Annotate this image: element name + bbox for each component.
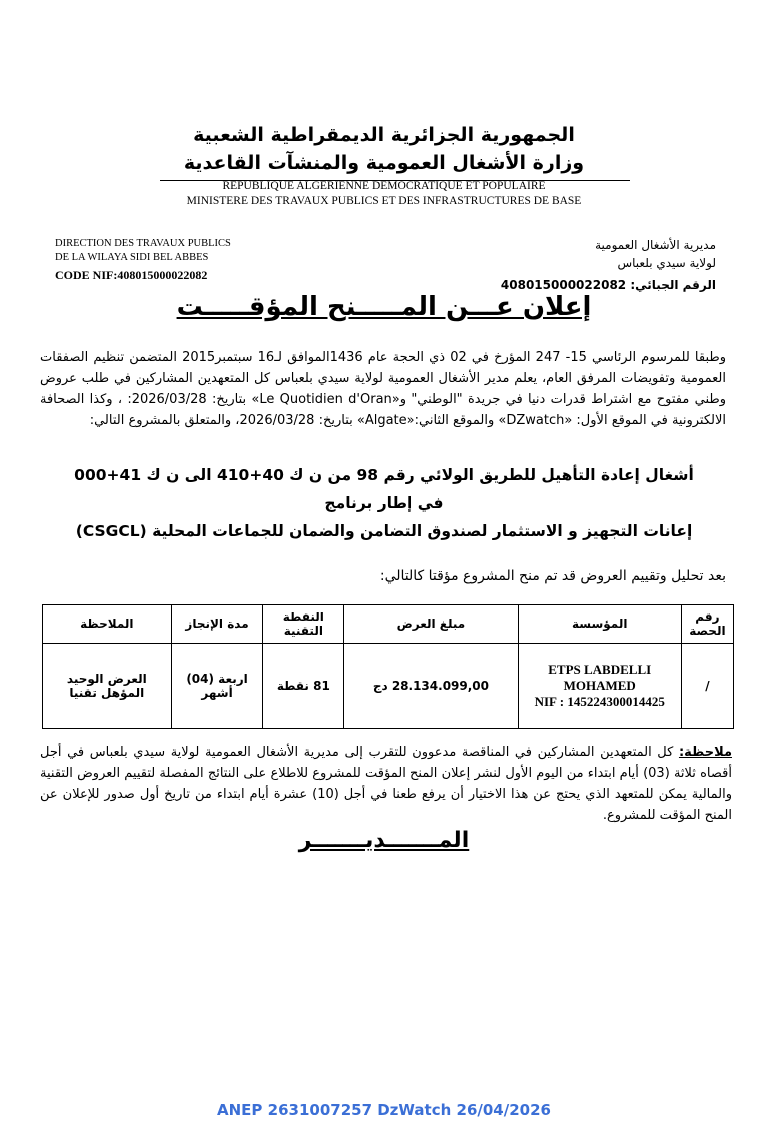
- table-header-row: [43, 605, 734, 644]
- right-line2: لولاية سيدي بلعباس: [617, 256, 716, 270]
- table-row: [43, 644, 734, 729]
- header-tech-score: النقطة التقنية: [263, 605, 344, 644]
- cell-duration: اربعة (04) أشهر: [171, 644, 263, 729]
- header-amount: مبلغ العرض: [344, 605, 518, 644]
- tax-number-label: الرقم الجبائي:: [630, 278, 716, 292]
- header-lot: رقم الحصة: [681, 605, 733, 644]
- note-paragraph: [40, 742, 732, 826]
- tax-number: [416, 278, 716, 292]
- announcement-title: [0, 292, 768, 322]
- cell-amount: 28.134.099,00 دج: [344, 644, 518, 729]
- left-line2: DE LA WILAYA SIDI BEL ABBES: [55, 252, 209, 263]
- body-paragraph: وطبقا للمرسوم الرئاسي 15- 247 المؤرخ في 02 ذي الحجة عام 1436الموافق لـ16 سبتمبر2015 المتضمن تنظيم الصفقات العمومية وتفويضات المرفق العام، يعلم مدير الأشغال العمومية لولاية سيدي بلعباس كل المتعهدين المشاركين في طلب عروض وطني مفتوح مع اشتراط قدرات دنيا في جريدة "الوطني" و«Le Quotidien d'Oran» بتاريخ: 2026/03/28: ، وكذا الصحافة الالكترونية في الموقع الأول: «DZwatch» والموقع الثاني:«Algate» بتاريخ: 2026/03/28، والمتعلق بالمشروع التالي:: [40, 350, 727, 428]
- left-line1: DIRECTION DES TRAVAUX PUBLICS: [55, 238, 231, 249]
- header-fr-line1: REPUBLIQUE ALGERIENNE DEMOCRATIQUE ET POPULAIRE: [222, 180, 546, 192]
- header-fr-line2: MINISTERE DES TRAVAUX PUBLICS ET DES INFRASTRUCTURES DE BASE: [186, 195, 582, 207]
- project-line3: إعانات التجهيز و الاستثمار لصندوق التضامن والضمان للجماعات المحلية (CSGCL): [75, 522, 693, 540]
- signature-text: المـــــــديـــــــر: [298, 828, 470, 853]
- project-line1: أشغال إعادة التأهيل للطريق الولائي رقم 98 من ن ك 40+410 الى ن ك 41+000: [74, 466, 694, 484]
- cell-tech-score: 81 نقطة: [263, 644, 344, 729]
- announcement-title-text: إعلان عـــن المـــــنح المؤقـــــت: [176, 292, 592, 322]
- header-duration: مدة الإنجاز: [171, 605, 263, 644]
- cell-company: [518, 644, 681, 729]
- header-company: المؤسسة: [518, 605, 681, 644]
- tax-number-value: 408015000022082: [500, 278, 627, 292]
- left-address-block: [55, 237, 231, 265]
- cell-remark: العرض الوحيد المؤهل تقنيا: [43, 644, 172, 729]
- header-ar-line2: وزارة الأشغال العمومية والمنشآت القاعدية: [183, 152, 585, 174]
- company-name-line1: ETPS LABDELLI: [548, 662, 652, 677]
- note-label: ملاحظة:: [678, 745, 732, 760]
- cell-lot: /: [681, 644, 733, 729]
- header-remark: الملاحظة: [43, 605, 172, 644]
- award-intro: بعد تحليل وتقييم العروض قد تم منح المشروع مؤقتا كالتالي:: [379, 568, 726, 584]
- company-nif: NIF : 145224300014425: [534, 694, 665, 709]
- right-line1: مديرية الأشغال العمومية: [595, 238, 716, 252]
- footer-reference: ANEP 2631007257 DzWatch 26/04/2026: [217, 1101, 551, 1119]
- right-address-block: [476, 236, 716, 272]
- note-text: كل المتعهدين المشاركين في المناقصة مدعوون للتقرب إلى مديرية الأشغال العمومية لولاية سيدي بلعباس في أجل أقصاه ثلاثة (03) أيام ابتداء من اليوم الأول لنشر إعلان المنح المؤقت للمشروع للاطلاع على النتائج المفصلة لتقييم العروض التقنية والمالية يمكن للمتعهد الذي يحتج عن هذا الاختيار أن يرفع طعنا في أجل (10) عشرة أيام ابتداء من تاريخ أول صدور للإعلان عن المنح المؤقت للمشروع.: [40, 745, 732, 823]
- code-nif: CODE NIF:408015000022082: [55, 268, 208, 282]
- header-ar-line1: الجمهورية الجزائرية الديمقراطية الشعبية: [193, 124, 575, 146]
- award-table: [42, 604, 734, 729]
- company-name-line2: MOHAMED: [563, 678, 636, 693]
- signature: [0, 828, 768, 853]
- project-line2: في إطار برنامج: [324, 494, 444, 512]
